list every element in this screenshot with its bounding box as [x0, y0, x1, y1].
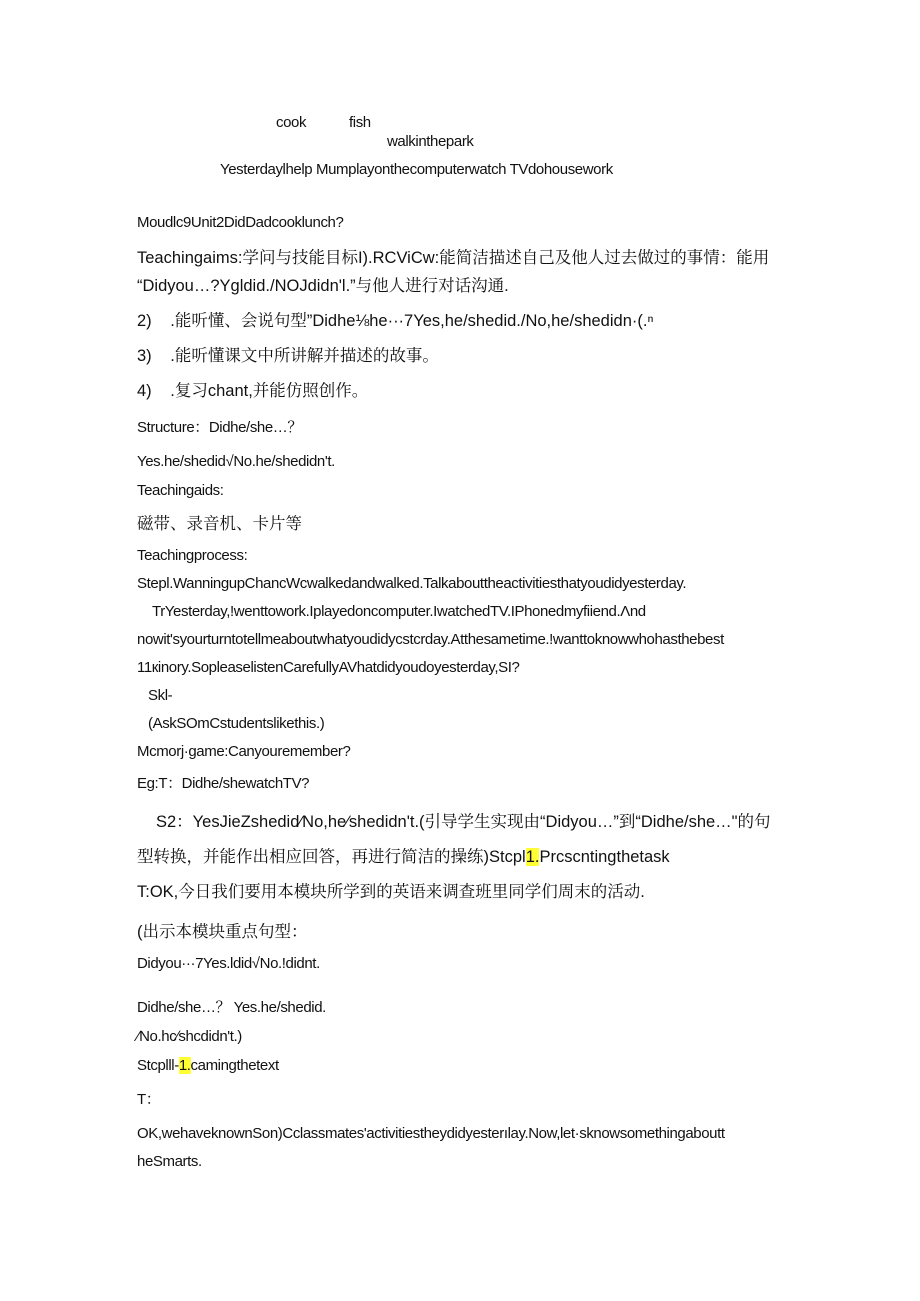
aim-item-4 — [137, 381, 368, 401]
activity-word-line: Yesterdaylhelp Mumplayonthecomputerwatch TVdohousework — [220, 161, 613, 178]
teaching-aids-label: Teachingaids: — [137, 482, 224, 499]
aim-item-2-number: 2) — [137, 312, 152, 330]
step-3-title: camingthetext — [190, 1057, 279, 1074]
word-fish: fish — [349, 114, 371, 131]
memory-listen-line: 11кinory.SopleaselistenCarefullyAVhatdidyoudoyesterday,SI? — [137, 659, 520, 676]
example-line: Eg:T：Didhe/shewatchTV? — [137, 775, 310, 792]
student-skl-line: Skl- — [148, 687, 173, 704]
aim-item-4-number: 4) — [137, 382, 152, 400]
lesson-title: Moudlc9Unit2DidDadcooklunch? — [137, 214, 344, 231]
aim-item-2 — [137, 311, 653, 331]
s2-line-2-text: 型转换，并能作出相应回答，再进行简洁的操练)Stcpl — [137, 848, 526, 866]
structure-line-2: Yes.he/shedid√No.he/shedidn't. — [137, 453, 335, 470]
structure-line-1: Structure：Didhe/she…？ — [137, 419, 303, 436]
your-turn-line: nowit'syourturntotellmeaboutwhatyoudidycstcrday.Atthesametime.!wanttoknowwhohasthebest — [137, 631, 724, 648]
teaching-aims-line-1: Teachingaims:学问与技能目标I).RCViCw:能简洁描述自己及他人过去做过的事情：能用 — [137, 249, 770, 267]
step-3-highlight: 1. — [178, 1057, 191, 1074]
show-sentences-line: (出示本模块重点句型： — [137, 923, 308, 941]
step-2-highlight: 1. — [525, 848, 540, 866]
teacher-yesterday-line: TrYesterday,!wenttowork.Iplayedoncomputer.IwatchedTV.IPhonedmyfiiend.Λnd — [152, 603, 646, 620]
key-sentence-3: ∕No.hc∕shcdidn't.) — [137, 1028, 242, 1045]
key-sentence-1: Didyou···7Yes.ldid√No.!didnt. — [137, 955, 320, 972]
s2-line-1: S2：YesJieZshedid∕No,he∕shedidn't.(引导学生实现由“Didyou…”到“Didhe/she…"的句 — [156, 813, 771, 831]
aim-item-3-number: 3) — [137, 347, 152, 365]
step-3-line — [137, 1056, 279, 1076]
teaching-process-label: Teachingprocess: — [137, 547, 248, 564]
aim-item-3-text: .能听懂课文中所讲解并描述的故事。 — [170, 347, 439, 365]
teaching-aids-items: 磁带、录音机、卡片等 — [137, 515, 302, 533]
aim-item-3 — [137, 346, 439, 366]
aim-item-2-text: .能听懂、会说句型”Didhe⅛he···7Yes,he/shedid./No,he/shedidn·(.ⁿ — [170, 312, 654, 330]
word-walk-in-the-park: walkinthepark — [387, 133, 474, 150]
step-1-line: Stepl.WanningupChancWcwalkedandwalked.Talkabouttheactivitiesthatyoudidyesterday. — [137, 575, 687, 592]
teacher-ok-line: T:OK,今日我们要用本模块所学到的英语来调查班里同学们周末的活动. — [137, 883, 645, 901]
classmates-line-1: OK,wehaveknownSon)Cclassmates'activitiestheydidyesterılay.Now,let·sknowsomethingaboutt — [137, 1125, 725, 1142]
presenting-task-text: Prcscntingthetask — [539, 848, 670, 866]
classmates-line-2: heSmarts. — [137, 1153, 202, 1170]
step-3-prefix: Stcplll- — [137, 1057, 179, 1074]
aim-item-4-text: .复习chant,并能仿照创作。 — [170, 382, 369, 400]
s2-line-2 — [137, 847, 670, 867]
ask-students-line: (AskSOmCstudentslikethis.) — [148, 715, 325, 732]
word-cook: cook — [276, 114, 307, 131]
teaching-aims-line-2: “Didyou…?Ygldid./NOJdidn'l.”与他人进行对话沟通. — [137, 277, 509, 295]
key-sentence-2: Didhe/she…？ Yes.he/shedid. — [137, 999, 326, 1016]
memory-game-line: Mcmorj·game:Canyouremember? — [137, 743, 351, 760]
teacher-label-line: T： — [137, 1091, 161, 1108]
